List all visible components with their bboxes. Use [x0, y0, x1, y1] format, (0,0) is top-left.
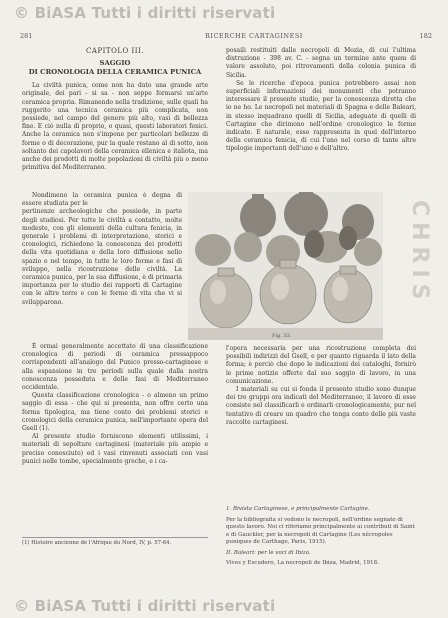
paragraph: La civiltà punica, come non ha dato una grande arte originale, dei pari - si sa - non seppe formarsi un'arte ceramica propria. Rimanendo nella tradizione, sulle quali ha ruggerito una tecnica ceramica più complicata, non possiede, nel campo del genere più alto, vasi di bellezza fine. E ciò nulla di proprio, o quasi, questi laboratori fenici. Anche la ceramica non s'impone per particolari bellezze di forme o di decorazione, pur la quale restano al di sotto, non soltanto dei capolavori della ceramica ellenica e italiota, ma anche dei prodotti di molte popolazioni di civiltà più o meno primitiva del Mediterraneo. — [22, 82, 208, 172]
right-column — [226, 47, 416, 154]
right-column-bottom — [226, 345, 416, 427]
bibliography-line: II. Baleari: per le voci di Ibiza. — [226, 549, 311, 556]
chapter-label: CAPITOLO III. — [86, 47, 144, 55]
paragraph: pertinenze archeologiche che possiede, in parte degli studiosi. Per tutte le civiltà a contatto, molte modeste, con gli elementi della cultura fenicia, in generale i problemi di interpretazione, storici e cronologici, richiedono la conoscenza dei prodotti della vita quotidiana e della loro diffusione nello spazio e nel tempo, in tutte le loro forme e fasi di sviluppo, nella ricostruzione delle civiltà. La ceramica punica, per la sua diffusione, è di primaria importanza per lo studio dei rapporti di Cartagine con le altre terre e con le forme di vita che vi si svilupparono. — [22, 208, 182, 306]
running-title: RICERCHE CARTAGINESI — [205, 32, 303, 40]
footnote-left: (1) Histoire ancienne de l'Afrique du Nord, IV, p. 57-64. — [22, 537, 208, 546]
bibliography-line: Per la bibliografia si vedono le necropoli, nell'ordine segnato di questo lavoro. Noi ci riferiamo principalmente ai contributi di Saint e di Gauckler, per la necropoli di Cartagine (Les nécropoles puniques de Carthage, Paris, 1915). — [226, 516, 415, 545]
paragraph: Se le ricerche d'epoca punica potrebbero assai non superficiali informazioni dei monumenti che potranno interessare il presente studio, per la conoscenza diretta che io ne ho. Le necropoli nei materiali di Spagna e delle Baleari, in stesso inquadrano quelli di Sicilia, adeguate di quelli di Cartagine che dirimono nell'ordine cronologico le forme indicate. E naturale, esso rappresenta in quel dell'interno della ceramica fenicia, di cui l'uno nel corso di tante altre tipologie importanti dell'uno e dell'altro. — [226, 79, 416, 153]
watermark-bottom: © BiASA Tutti i diritti riservati — [14, 597, 276, 615]
paragraph: Nondimeno la ceramica punica è degna di essere studiata per le — [22, 192, 182, 208]
paragraph: Questa classificazione cronologica - o almeno un primo saggio di essa - che qui si presenta, non offre certo una forma tipologica, ma tiene conto dei problemi storici e cronologici della ceramica punica, nell'importante opera del Gsell (1). — [22, 392, 208, 433]
left-column-wrap-text — [22, 192, 182, 307]
bibliography-line: Vives y Escudero, La necropoli de Ibiza, Madrid, 1918. — [226, 560, 379, 566]
paragraph: I materiali su cui si fonda il presente studio sono dunque dei tre gruppi ora indicati del Mediterraneo, il lavoro di esse consiste nel classificarli e ordinarli cronologicamente, pur nel tentativo di creare un quadro che tenga conto delle più vaste raccolte cartaginesi. — [226, 386, 416, 426]
watermark-top: © BiASA Tutti i diritti riservati — [14, 4, 276, 22]
chapter-title — [22, 59, 208, 76]
watermark-side: CHRIS — [407, 200, 432, 306]
left-column — [22, 47, 208, 172]
chapter-title-line-1: SAGGIO — [99, 59, 131, 68]
page-number-left: 281 — [20, 32, 33, 40]
figure-caption: Fig. 33. — [272, 333, 292, 339]
left-column-bottom — [22, 343, 208, 466]
page-number-right: 182 — [419, 32, 432, 40]
bibliography-line: 1. Rivista Cartaginese, e principalmente Cartagine. — [226, 506, 370, 512]
amphorae-photograph — [188, 192, 383, 340]
paragraph: Al presente studio forniscono elementi utilissimi, i materiali di sepolture cartaginesi (materiale più ampio e preciso conosciuto) ed i vasi rinvenuti associati con vasi punici nelle tombe, specialmente greche, e i ca- — [22, 433, 208, 465]
chapter-title-line-2: DI CRONOLOGIA DELLA CERAMICA PUNICA — [28, 67, 202, 76]
running-header — [20, 32, 432, 42]
paragraph: posaili restituiti dalle necropoli di Mozia, di cui l'ultima distruzione - 398 av. C. - segna un termine ante quem di valore assoluto, poi ritrovamenti della colonia punica di Sicilia. — [226, 47, 416, 79]
bibliography-notes — [226, 506, 416, 568]
paragraph: È ormai generalmente accettato di una classificazione cronologica di periodi di ceramica pressappoco corrispondenti all'analogo del Punico presso-cartaginese e alla espansione in tre periodi sulla quale dalla nostra conoscenza posseduta e delle fasi di Mediterraneo occidentale. — [22, 343, 208, 392]
paragraph: l'opera necessaria per una ricostruzione completa dei possibili indirizzi del Gsell, e per quanto riguarda il lato della forma; è perciò che dopo le indicazioni dei cataloghi, fornirò le prime notizie offerte dal suo saggio di lavoro, in una comunicazione. — [226, 345, 416, 385]
